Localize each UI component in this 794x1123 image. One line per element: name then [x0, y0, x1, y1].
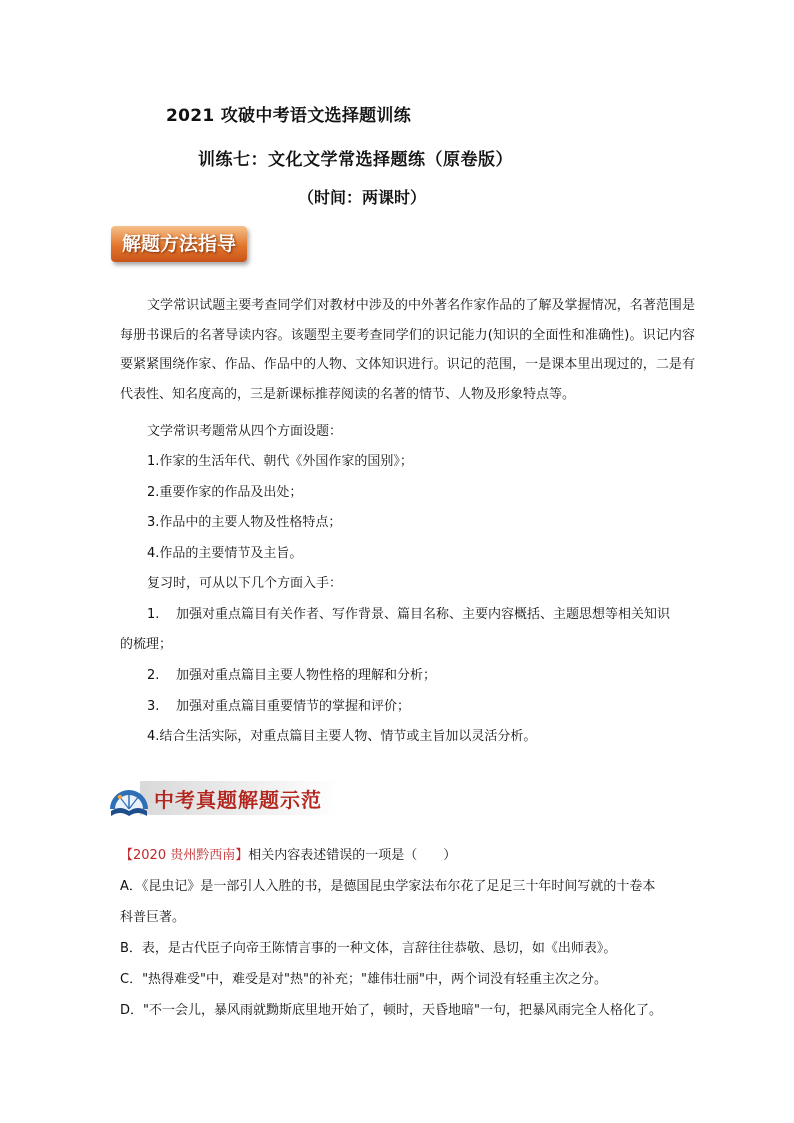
review-item-number: 3.	[147, 699, 160, 714]
example-heading: 中考真题解题示范	[154, 788, 322, 812]
aspect-item-2: 2.重要作家的作品及出处；	[147, 485, 303, 500]
method-guide-badge: 解题方法指导	[111, 226, 247, 262]
aspect-item-3: 3.作品中的主要人物及性格特点；	[147, 515, 342, 530]
review-item-text: 加强对重点篇目重要情节的掌握和评价；	[176, 699, 411, 714]
review-item-text: 加强对重点篇目主要人物性格的理解和分析；	[176, 668, 437, 683]
aspect-item-4: 4.作品的主要情节及主旨。	[147, 546, 303, 561]
review-item-1	[147, 605, 670, 625]
review-item-4: 4.结合生活实际，对重点篇目主要人物、情节或主旨加以灵活分析。	[147, 729, 537, 744]
option-b: B．表，是古代臣子向帝王陈情言事的一种文体，言辞往往恭敬、恳切，如《出师表》。	[120, 941, 617, 956]
review-item-2	[147, 666, 436, 686]
option-c: C．"热得难受"中，难受是对"热"的补充；"雄伟壮丽"中，两个词没有轻重主次之分。	[120, 972, 607, 987]
time-note: （时间：两课时）	[298, 188, 427, 207]
review-item-number: 2.	[147, 668, 160, 683]
review-item-text: 加强对重点篇目有关作者、写作背景、篇目名称、主要内容概括、主题思想等相关知识	[176, 607, 671, 622]
option-a: A．《昆虫记》是一部引人入胜的书，是德国昆虫学家法布尔花了足足三十年时间写就的十卷本	[120, 879, 656, 894]
book-fan-icon	[106, 775, 152, 821]
question-stem	[120, 846, 456, 866]
question-source-tag: 【2020 贵州黔西南】	[120, 848, 249, 863]
document-subtitle: 训练七：文化文学常选择题练（原卷版）	[198, 150, 513, 170]
example-section-header	[106, 773, 346, 823]
review-item-number: 1.	[147, 607, 160, 622]
option-a-continued: 科普巨著。	[120, 910, 186, 925]
aspect-item-1: 1.作家的生活年代、朝代《外国作家的国别》；	[147, 454, 413, 469]
aspects-lead: 文学常识考题常从四个方面设题：	[147, 424, 343, 439]
review-lead: 复习时，可从以下几个方面入手：	[147, 576, 343, 591]
document-title: 2021 攻破中考语文选择题训练	[166, 106, 412, 126]
review-item-1-continued: 的梳理；	[120, 637, 173, 652]
option-d: D．"不一会儿，暴风雨就黝斯底里地开始了，顿时，天昏地暗"一句，把暴风雨完全人格化了。	[120, 1003, 662, 1018]
question-text: 相关内容表述错误的一项是（ ）	[248, 848, 457, 863]
review-item-3	[147, 697, 410, 717]
method-intro-paragraph: 文学常识试题主要考查同学们对教材中涉及的中外著名作家作品的了解及掌握情况，名著范围是每册书课后的名著导读内容。该题型主要考查同学们的识记能力(知识的全面性和准确性)。识记内容要紧紧围绕作家、作品、作品中的人物、文体知识进行。识记的范围，一是课本里出现过的，二是有代表性、知名度高的，三是新课标推荐阅读的名著的情节、人物及形象特点等。	[120, 298, 695, 402]
